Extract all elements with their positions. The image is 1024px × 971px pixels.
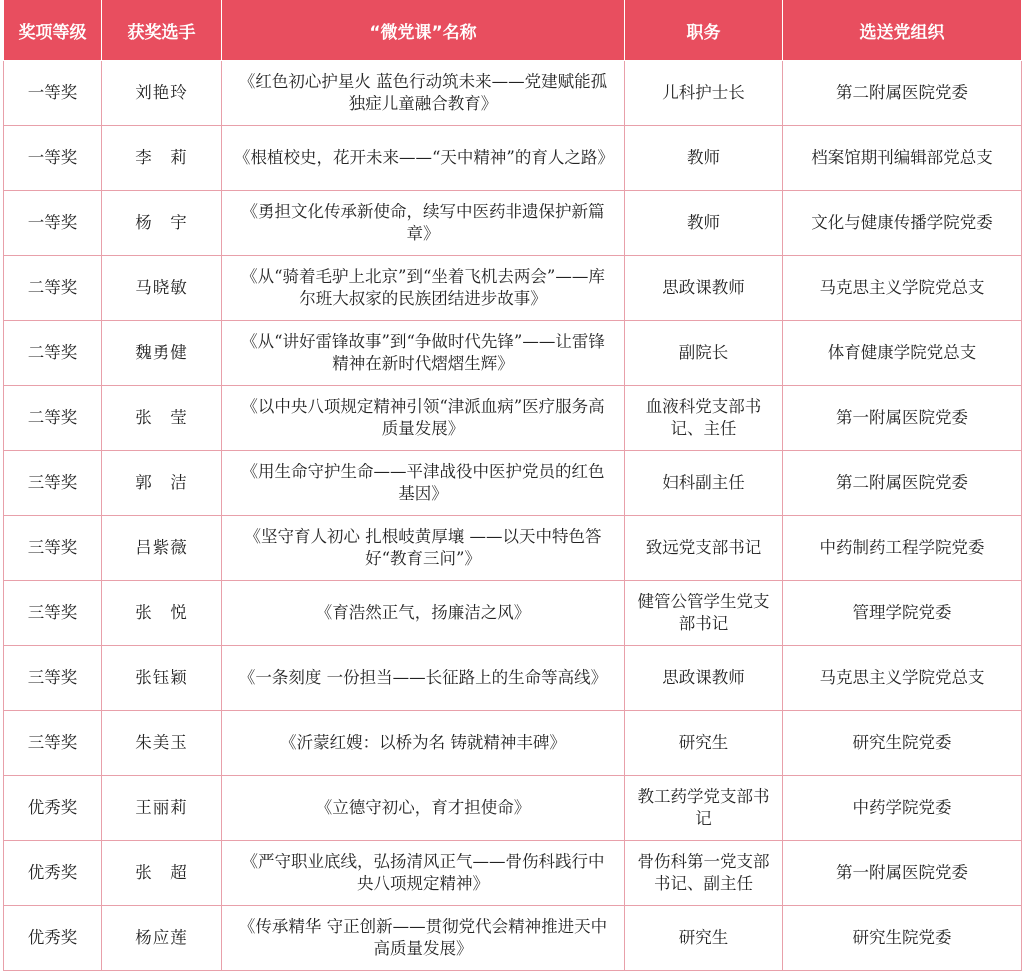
position-cell: 骨伤科第一党支部书记、副主任	[625, 841, 783, 906]
party-org-cell: 第二附属医院党委	[783, 61, 1022, 126]
winner-cell: 郭 洁	[102, 451, 222, 516]
lesson-title-cell: 《严守职业底线，弘扬清风正气——骨伤科践行中央八项规定精神》	[222, 841, 625, 906]
party-org-cell: 研究生院党委	[783, 711, 1022, 776]
party-org-cell: 马克思主义学院党总支	[783, 256, 1022, 321]
position-cell: 血液科党支部书记、主任	[625, 386, 783, 451]
party-org-cell: 中药学院党委	[783, 776, 1022, 841]
award-level-cell: 优秀奖	[4, 906, 102, 971]
party-org-cell: 马克思主义学院党总支	[783, 646, 1022, 711]
party-org-cell: 档案馆期刊编辑部党总支	[783, 126, 1022, 191]
table-body	[4, 61, 1022, 971]
lesson-title-cell: 《从“讲好雷锋故事”到“争做时代先锋”——让雷锋精神在新时代熠熠生辉》	[222, 321, 625, 386]
header-award-level: 奖项等级	[4, 0, 102, 61]
position-cell: 教工药学党支部书记	[625, 776, 783, 841]
position-cell: 妇科副主任	[625, 451, 783, 516]
header-party-org: 选送党组织	[783, 0, 1022, 61]
table-row	[4, 126, 1022, 191]
lesson-title-cell: 《用生命守护生命——平津战役中医护党员的红色基因》	[222, 451, 625, 516]
header-lesson-title: “微党课”名称	[222, 0, 625, 61]
award-level-cell: 二等奖	[4, 386, 102, 451]
award-level-cell: 三等奖	[4, 711, 102, 776]
party-org-cell: 文化与健康传播学院党委	[783, 191, 1022, 256]
position-cell: 教师	[625, 191, 783, 256]
award-level-cell: 一等奖	[4, 126, 102, 191]
table-row	[4, 776, 1022, 841]
winner-cell: 王丽莉	[102, 776, 222, 841]
award-level-cell: 三等奖	[4, 581, 102, 646]
table-row	[4, 646, 1022, 711]
winner-cell: 张 悦	[102, 581, 222, 646]
award-table	[3, 0, 1022, 971]
position-cell: 致远党支部书记	[625, 516, 783, 581]
position-cell: 思政课教师	[625, 646, 783, 711]
lesson-title-cell: 《红色初心护星火 蓝色行动筑未来——党建赋能孤独症儿童融合教育》	[222, 61, 625, 126]
position-cell: 副院长	[625, 321, 783, 386]
table-row	[4, 906, 1022, 971]
lesson-title-cell: 《育浩然正气，扬廉洁之风》	[222, 581, 625, 646]
party-org-cell: 体育健康学院党总支	[783, 321, 1022, 386]
party-org-cell: 第一附属医院党委	[783, 841, 1022, 906]
table-row	[4, 386, 1022, 451]
winner-cell: 杨 宇	[102, 191, 222, 256]
lesson-title-cell: 《从“骑着毛驴上北京”到“坐着飞机去两会”——库尔班大叔家的民族团结进步故事》	[222, 256, 625, 321]
lesson-title-cell: 《以中央八项规定精神引领“津派血病”医疗服务高质量发展》	[222, 386, 625, 451]
party-org-cell: 管理学院党委	[783, 581, 1022, 646]
award-level-cell: 优秀奖	[4, 841, 102, 906]
award-level-cell: 一等奖	[4, 61, 102, 126]
position-cell: 思政课教师	[625, 256, 783, 321]
header-winner: 获奖选手	[102, 0, 222, 61]
position-cell: 教师	[625, 126, 783, 191]
winner-cell: 张钰颖	[102, 646, 222, 711]
award-level-cell: 三等奖	[4, 646, 102, 711]
header-row	[4, 0, 1022, 61]
winner-cell: 吕紫薇	[102, 516, 222, 581]
position-cell: 儿科护士长	[625, 61, 783, 126]
table-header	[4, 0, 1022, 61]
table-row	[4, 191, 1022, 256]
table-row	[4, 451, 1022, 516]
winner-cell: 马晓敏	[102, 256, 222, 321]
header-position: 职务	[625, 0, 783, 61]
position-cell: 研究生	[625, 711, 783, 776]
winner-cell: 朱美玉	[102, 711, 222, 776]
party-org-cell: 第一附属医院党委	[783, 386, 1022, 451]
party-org-cell: 中药制药工程学院党委	[783, 516, 1022, 581]
party-org-cell: 第二附属医院党委	[783, 451, 1022, 516]
table-row	[4, 61, 1022, 126]
position-cell: 健管公管学生党支部书记	[625, 581, 783, 646]
position-cell: 研究生	[625, 906, 783, 971]
winner-cell: 张 超	[102, 841, 222, 906]
lesson-title-cell: 《沂蒙红嫂：以桥为名 铸就精神丰碑》	[222, 711, 625, 776]
winner-cell: 杨应莲	[102, 906, 222, 971]
party-org-cell: 研究生院党委	[783, 906, 1022, 971]
table-row	[4, 321, 1022, 386]
lesson-title-cell: 《勇担文化传承新使命，续写中医药非遗保护新篇章》	[222, 191, 625, 256]
winner-cell: 张 莹	[102, 386, 222, 451]
winner-cell: 魏勇健	[102, 321, 222, 386]
table-row	[4, 841, 1022, 906]
winner-cell: 李 莉	[102, 126, 222, 191]
lesson-title-cell: 《一条刻度 一份担当——长征路上的生命等高线》	[222, 646, 625, 711]
table-row	[4, 516, 1022, 581]
award-level-cell: 优秀奖	[4, 776, 102, 841]
lesson-title-cell: 《根植校史，花开未来——“天中精神”的育人之路》	[222, 126, 625, 191]
lesson-title-cell: 《立德守初心，育才担使命》	[222, 776, 625, 841]
award-level-cell: 三等奖	[4, 516, 102, 581]
table-row	[4, 256, 1022, 321]
award-level-cell: 二等奖	[4, 256, 102, 321]
award-level-cell: 一等奖	[4, 191, 102, 256]
lesson-title-cell: 《传承精华 守正创新——贯彻党代会精神推进天中高质量发展》	[222, 906, 625, 971]
lesson-title-cell: 《坚守育人初心 扎根岐黄厚壤 ——以天中特色答好“教育三问”》	[222, 516, 625, 581]
table-row	[4, 711, 1022, 776]
award-level-cell: 三等奖	[4, 451, 102, 516]
award-level-cell: 二等奖	[4, 321, 102, 386]
winner-cell: 刘艳玲	[102, 61, 222, 126]
table-row	[4, 581, 1022, 646]
